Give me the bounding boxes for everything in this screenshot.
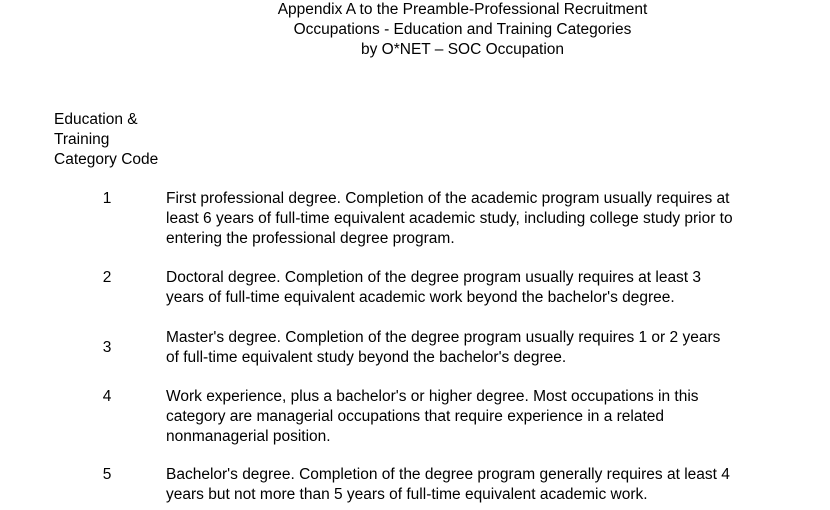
header-line-2: Training [54, 131, 110, 148]
entry-description-4 [166, 387, 766, 447]
entry-line: Bachelor's degree. Completion of the degree program generally requires at least 4 [166, 466, 730, 483]
entry-description-2 [166, 268, 766, 308]
entry-code-4: 4 [102, 388, 112, 405]
entry-code-3: 3 [102, 339, 112, 356]
entry-description-5 [166, 465, 766, 505]
entry-code-2: 2 [102, 269, 112, 286]
entry-description-1 [166, 189, 766, 249]
entry-line: Master's degree. Completion of the degree program usually requires 1 or 2 years [166, 329, 721, 346]
entry-line: First professional degree. Completion of the academic program usually requires at [166, 190, 730, 207]
entry-line: years but not more than 5 years of full-time equivalent academic work. [166, 486, 648, 503]
header-line-3: Category Code [54, 151, 159, 168]
title-line-3: by O*NET – SOC Occupation [360, 41, 565, 58]
entry-line: Doctoral degree. Completion of the degree program usually requires at least 3 [166, 269, 702, 286]
entry-line: least 6 years of full-time equivalent academic study, including college study prior to [166, 210, 733, 227]
entry-line: years of full-time equivalent academic work beyond the bachelor's degree. [166, 289, 675, 306]
entry-code-1: 1 [102, 190, 112, 207]
entry-line: Work experience, plus a bachelor's or higher degree. Most occupations in this [166, 388, 699, 405]
entry-line: category are managerial occupations that require experience in a related [166, 408, 665, 425]
document-title [0, 0, 830, 60]
entry-line: of full-time equivalent study beyond the bachelor's degree. [166, 349, 567, 366]
entry-description-3 [166, 328, 766, 368]
title-line-1: Appendix A to the Preamble-Professional Recruitment [277, 1, 648, 18]
category-code-header [54, 110, 158, 170]
entry-line: nonmanagerial position. [166, 428, 331, 445]
header-line-1: Education & [54, 111, 138, 128]
entry-line: entering the professional degree program. [166, 230, 455, 247]
title-line-2: Occupations - Education and Training Categories [293, 21, 632, 38]
entry-code-5: 5 [102, 466, 112, 483]
